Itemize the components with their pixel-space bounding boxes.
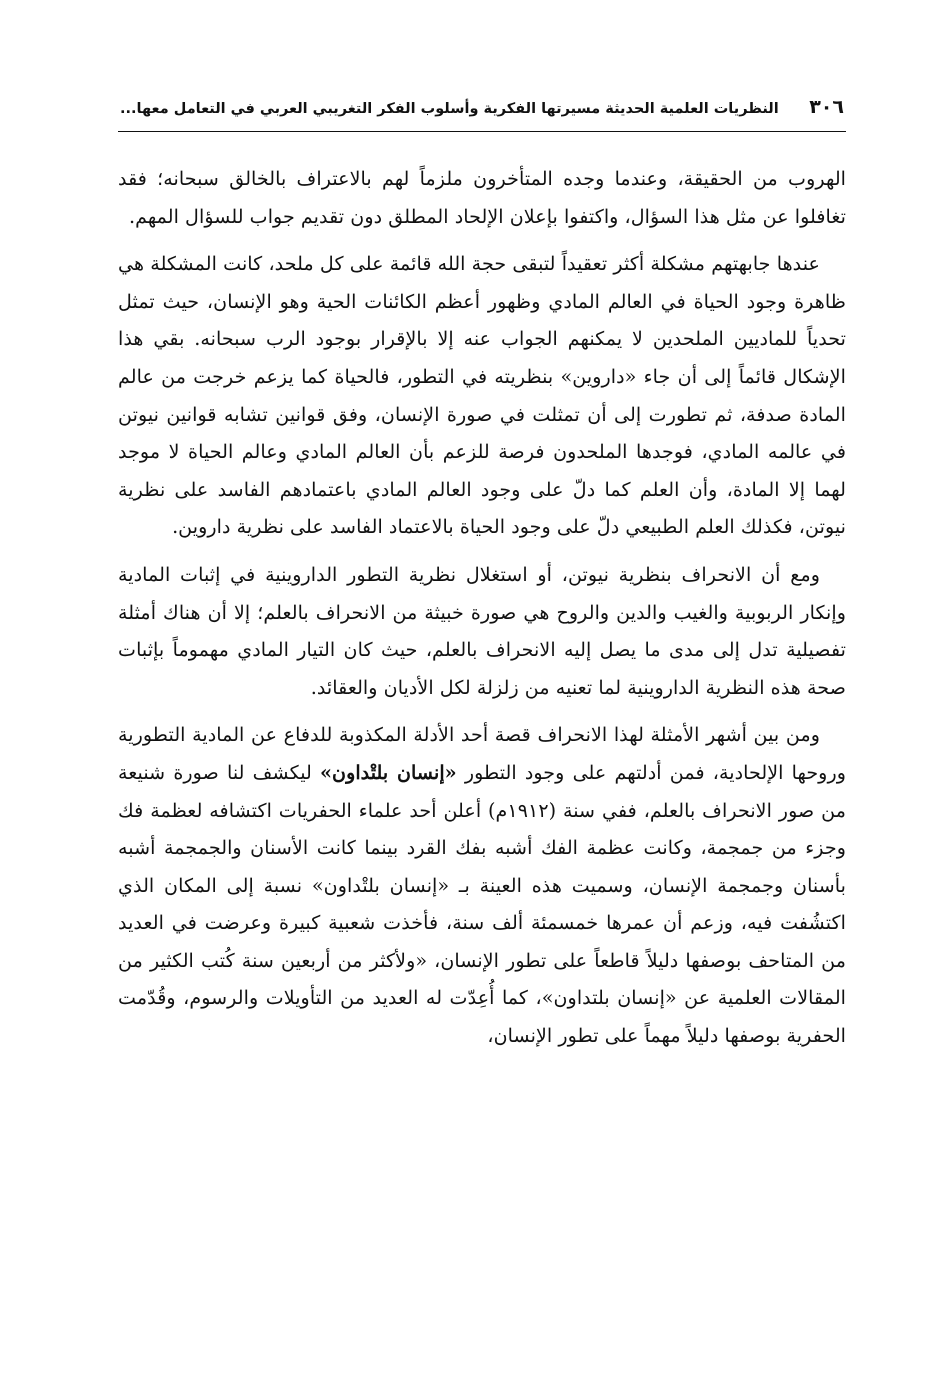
paragraph-continuation: الهروب من الحقيقة، وعندما وجده المتأخرون ملزماً لهم بالاعتراف بالخالق سبحانه؛ فقد تغافلوا عن مثل هذا السؤال، واكتفوا بإعلان الإلحاد المطلق دون تقديم جواب للسؤال المهم. [118, 167, 846, 228]
body-text [118, 160, 846, 1055]
piltdown-text-end: ليكشف لنا صورة شنيعة من صور الانحراف بالعلم، ففي سنة (١٩١٢م) أعلن أحد علماء الحفريات اكتشافه لعظمة فك وجزء من جمجمة، وكانت عظمة الفك أشبه بفك القرد بينما كانت الأسنان والجمجمة أشبه بأسنان وجمجمة الإنسان، وسميت هذه العينة بـ «إنسان بلتْداون» نسبة إلى المكان الذي اكتشُفت فيه، وزعم أن عمرها خمسمئة ألف سنة، فأخذت شعبية كبيرة وعرضت في العديد من المتاحف بوصفها دليلاً قاطعاً على تطور الإنسان، «ولأكثر من أربعين سنة كُتب الكثير من المقالات العلمية عن «إنسان بلتداون»، كما أُعِدّت له العديد من التأويلات والرسوم، وقُدّمت الحفرية بوصفها دليلاً مهماً على تطور الإنسان، [118, 760, 846, 1048]
paragraph-science-deviation: ومع أن الانحراف بنظرية نيوتن، أو استغلال نظرية التطور الداروينية في إثبات المادية وإنكار الربوبية والغيب والدين والروح هي صورة خبيثة من الانحراف بالعلم؛ إلا أن هناك أمثلة تفصيلية تدل إلى مدى ما يصل إليه الانحراف بالعلم، حيث كان التيار المادي مهموماً بإثبات صحة هذه النظرية الداروينية لما تعنيه من زلزلة لكل الأديان والعقائد. [118, 562, 846, 699]
page-number: ٣٠٦ [809, 96, 844, 118]
piltdown-text-start: ومن بين أشهر الأمثلة لهذا الانحراف قصة أحد الأدلة المكذوبة للدفاع عن المادية التطورية وروحها الإلحادية، فمن أدلتهم على وجود التطور [118, 723, 846, 784]
piltdown-bold-term: «إنسان بلتْداون» [319, 760, 457, 784]
paragraph-darwin-problem: عندها جابهتهم مشكلة أكثر تعقيداً لتبقى حجة الله قائمة على كل ملحد، كانت المشكلة هي ظاهرة وجود الحياة في العالم المادي وظهور أعظم الكائنات الحية وهو الإنسان، حيث تمثل تحدياً للماديين الملحدين لا يمكنهم الجواب عنه إلا بالإقرار بوجود الرب سبحانه. بقي هذا الإشكال قائماً إلى أن جاء «داروين» بنظريته في التطور، فالحياة كما يزعم خرجت من عالم المادة صدفة، ثم تطورت إلى أن تمثلت في صورة الإنسان، وفق قوانين تشابه قوانين نيوتن في عالمه المادي، فوجدها الملحدون فرصة للزعم بأن العالم المادي وعالم الحياة لا موجد لهما إلا المادة، وأن العلم كما دلّ على وجود العالم المادي باعتمادهم الفاسد على نظرية نيوتن، فكذلك العلم الطبيعي دلّ على وجود الحياة بالاعتماد الفاسد على نظرية داروين. [118, 252, 846, 539]
running-header [118, 88, 846, 132]
running-title: النظريات العلمية الحديثة مسيرتها الفكرية وأسلوب الفكر التغريبي العربي في التعامل معها... [120, 101, 779, 117]
book-page [118, 88, 846, 1328]
paragraph-piltdown-man [118, 716, 846, 1054]
